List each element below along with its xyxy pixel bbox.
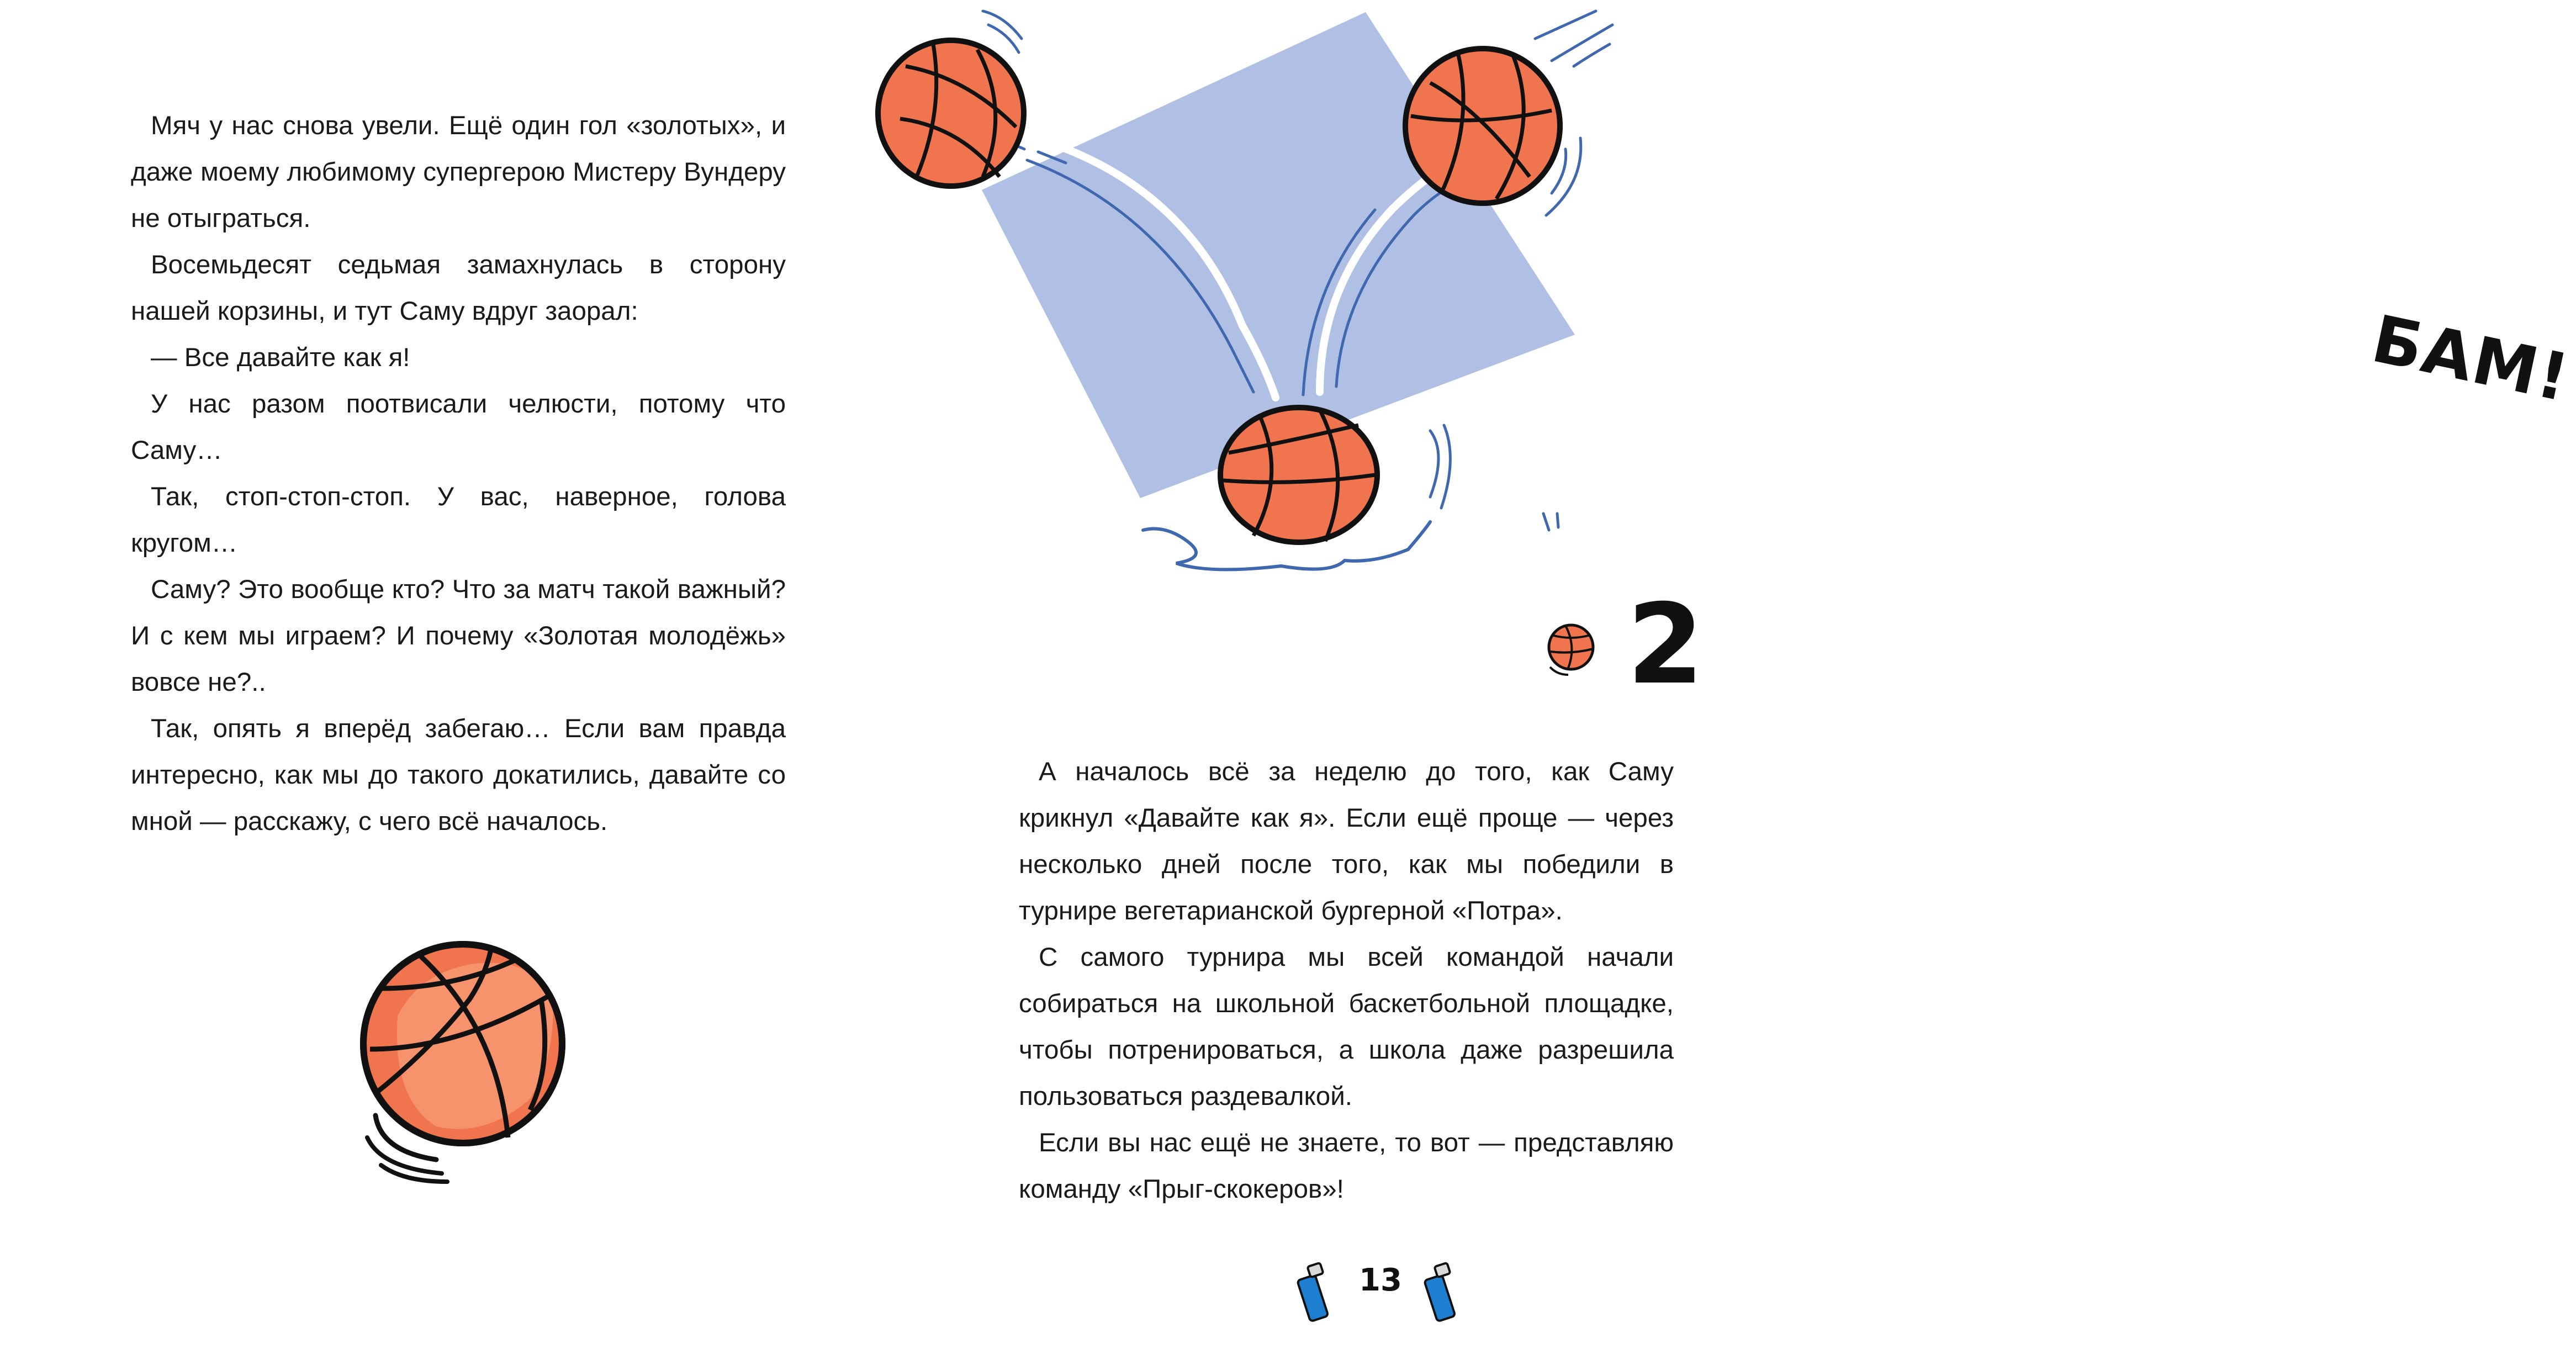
paragraph: У нас разом поотвисали челюсти, потому что Саму…	[131, 389, 786, 465]
paragraph: Если вы нас ещё не знаете, то вот — представляю команду «Прыг-скокеров»!	[1019, 1128, 1674, 1204]
basketball-icon	[1549, 625, 1593, 675]
paragraph: Так, опять я вперёд забегаю… Если вам правда интересно, как мы до такого докатились, давайте со мной — расскажу, с чего всё началось.	[131, 714, 786, 836]
paragraph: С самого турнира мы всей командой начали собираться на школьной баскетбольной площадке, чтобы потренироваться, а школа даже разрешила пользоваться раздевалкой.	[1019, 943, 1674, 1111]
page-number: 13	[1359, 1262, 1402, 1298]
sound-effect-text: БАМ!	[2366, 300, 2576, 417]
basketball-illustration	[0, 0, 900, 1370]
paragraph: Саму? Это вообще кто? Что за матч такой важный? И с кем мы играем? И почему «Золотая молодёжь» вовсе не?..	[131, 575, 786, 697]
paragraph: А началось всё за неделю до того, как Саму крикнул «Давайте как я». Если ещё проще — через несколько дней после того, как мы победили в турнире вегетарианской бургерной «Потра».	[1019, 757, 1674, 925]
chapter-number: 2	[1627, 580, 1704, 709]
paragraph: — Все давайте как я!	[151, 343, 410, 372]
paragraph: Мяч у нас снова увели. Ещё один гол «золотых», и даже моему любимому супергерою Мистеру Вундеру не отыграться.	[131, 111, 786, 233]
basketball-icon	[1220, 408, 1377, 542]
left-page	[0, 0, 900, 1370]
paragraph: Так, стоп-стоп-стоп. У вас, наверное, голова кругом…	[131, 482, 786, 558]
water-bottle-icon	[1297, 1263, 1328, 1322]
paragraph: Восемьдесят седьмая замахнулась в сторону нашей корзины, и тут Саму вдруг заорал:	[131, 250, 786, 326]
water-bottle-icon	[1424, 1263, 1455, 1322]
basketball-icon	[878, 40, 1024, 186]
basketball-icon	[1405, 49, 1560, 203]
basketball-icon	[363, 944, 562, 1143]
right-body-text	[1019, 749, 1674, 1213]
